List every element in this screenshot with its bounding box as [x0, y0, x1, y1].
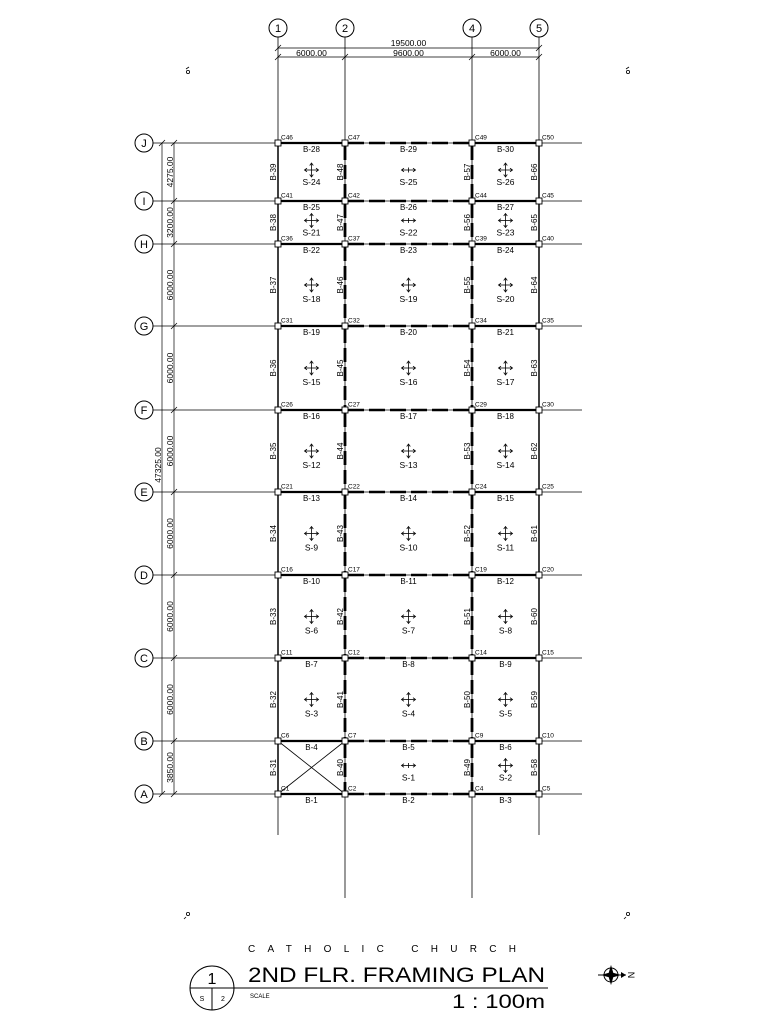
beam-label-B-9: B-9 [499, 660, 512, 669]
beam-label-B-18: B-18 [497, 412, 514, 421]
beam-label-B-58: B-58 [530, 759, 539, 776]
beam-label-B-62: B-62 [530, 442, 539, 460]
left-chain-dimension: 6000.00 [165, 352, 175, 384]
beam-label-B-7: B-7 [305, 660, 318, 669]
grid-label-row-C: C [140, 653, 148, 665]
beam-label-B-60: B-60 [530, 608, 539, 625]
beam-label-B-20: B-20 [400, 328, 417, 337]
column-tag-C11: C11 [281, 649, 293, 657]
beam-label-B-49: B-49 [463, 759, 472, 776]
top-chain-dimension: 9600.00 [393, 48, 424, 58]
beam-label-B-13: B-13 [303, 494, 320, 503]
grid-label-row-B: B [140, 736, 148, 748]
beam-label-B-14: B-14 [400, 494, 417, 503]
beam-label-B-40: B-40 [336, 759, 345, 776]
column-tag-C47: C47 [348, 134, 360, 142]
beam-label-B-57: B-57 [463, 163, 472, 181]
beam-label-B-55: B-55 [463, 276, 472, 294]
beam-label-B-3: B-3 [499, 796, 512, 805]
column-tag-C9: C9 [475, 732, 484, 740]
top-chain-dimension: 6000.00 [296, 48, 327, 58]
column-tag-C24: C24 [475, 483, 487, 491]
sheet-prefix: S [199, 996, 205, 1003]
slab-label-S-2: S-2 [498, 772, 513, 783]
beam-label-B-4: B-4 [305, 743, 318, 752]
beam-label-B-53: B-53 [463, 442, 472, 460]
column-tag-C34: C34 [475, 317, 487, 325]
slab-label-S-15: S-15 [302, 377, 321, 387]
column-tag-C15: C15 [542, 649, 554, 657]
slab-label-S-5: S-5 [498, 708, 513, 719]
slab-label-S-23: S-23 [496, 227, 515, 238]
column-tag-C46: C46 [281, 134, 293, 142]
beam-label-B-5: B-5 [402, 743, 415, 752]
north-label: N [626, 971, 636, 979]
beam-label-B-12: B-12 [497, 577, 514, 586]
slab-label-S-6: S-6 [304, 625, 319, 636]
slab-label-S-8: S-8 [498, 625, 513, 636]
beam-label-B-52: B-52 [463, 525, 472, 542]
slab-label-S-4: S-4 [401, 708, 416, 719]
one-way-slab-icon [402, 763, 416, 768]
left-chain-dimension: 6000.00 [165, 601, 175, 632]
column-tag-C31: C31 [281, 317, 293, 325]
column-tag-C26: C26 [281, 401, 293, 409]
left-overall-dimension: 47325.00 [153, 447, 163, 483]
beam-label-B-17: B-17 [400, 412, 417, 421]
slab-label-S-3: S-3 [304, 708, 319, 719]
slab-label-S-21: S-21 [302, 227, 321, 238]
beam-label-B-23: B-23 [400, 246, 417, 255]
slab-label-S-1: S-1 [401, 772, 416, 783]
column-tag-C39: C39 [475, 235, 487, 243]
column-tag-C20: C20 [542, 566, 554, 574]
beam-label-B-38: B-38 [269, 214, 278, 231]
beam-label-B-61: B-61 [530, 525, 539, 542]
column-tag-C1: C1 [281, 785, 290, 793]
beam-label-B-39: B-39 [269, 163, 278, 181]
beam-label-B-11: B-11 [400, 577, 417, 586]
beam-label-B-19: B-19 [303, 328, 320, 337]
column-tag-C17: C17 [348, 566, 360, 574]
slab-label-S-22: S-22 [399, 227, 418, 238]
beam-label-B-33: B-33 [269, 608, 278, 625]
beam-label-B-10: B-10 [303, 577, 320, 586]
beam-label-B-30: B-30 [497, 145, 514, 154]
column-tag-C49: C49 [475, 134, 487, 142]
project-name: CATHOLIC CHURCH [248, 944, 516, 955]
beam-label-B-42: B-42 [336, 608, 345, 625]
beam-label-B-47: B-47 [336, 214, 345, 231]
beam-label-B-21: B-21 [497, 328, 514, 337]
column-tag-C16: C16 [281, 566, 293, 574]
beam-label-B-8: B-8 [402, 660, 415, 669]
beam-label-B-25: B-25 [303, 203, 320, 212]
beam-label-B-48: B-48 [336, 163, 345, 181]
beam-label-B-50: B-50 [463, 691, 472, 708]
column-tag-C45: C45 [542, 192, 554, 200]
column-tag-C32: C32 [348, 317, 360, 325]
beam-label-B-32: B-32 [269, 691, 278, 708]
beam-label-B-37: B-37 [269, 276, 278, 294]
grid-label-col-4: 4 [468, 23, 476, 35]
column-tag-C14: C14 [475, 649, 487, 657]
sheet-number: 2 [221, 996, 225, 1003]
left-chain-dimension: 6000.00 [165, 435, 175, 467]
column-tag-C7: C7 [348, 732, 357, 740]
beam-label-B-43: B-43 [336, 525, 345, 542]
column-tag-C10: C10 [542, 732, 554, 740]
column-tag-C37: C37 [348, 235, 360, 243]
beam-label-B-16: B-16 [303, 412, 320, 421]
slab-label-S-13: S-13 [399, 460, 418, 470]
beam-label-B-27: B-27 [497, 203, 514, 212]
grid-label-row-E: E [140, 487, 148, 499]
beam-label-B-2: B-2 [402, 796, 415, 805]
beam-label-B-22: B-22 [303, 246, 320, 255]
beam-label-B-51: B-51 [463, 608, 472, 625]
slab-label-S-26: S-26 [496, 177, 515, 187]
beam-label-B-59: B-59 [530, 691, 539, 708]
grid-label-row-F: F [140, 405, 148, 417]
drawing-number: 1 [207, 971, 217, 988]
beam-label-B-63: B-63 [530, 359, 539, 377]
beam-label-B-28: B-28 [303, 145, 320, 154]
column-tag-C21: C21 [281, 483, 293, 491]
column-tag-C22: C22 [348, 483, 360, 491]
beam-label-B-24: B-24 [497, 246, 514, 255]
column-tag-C40: C40 [542, 235, 554, 243]
beam-label-B-6: B-6 [499, 743, 512, 752]
one-way-slab-icon [402, 218, 416, 223]
grid-label-row-A: A [140, 789, 148, 801]
slab-label-S-14: S-14 [496, 460, 515, 470]
slab-label-S-12: S-12 [302, 460, 321, 470]
grid-label-row-G: G [139, 321, 149, 333]
slab-label-S-20: S-20 [496, 294, 515, 304]
column-tag-C4: C4 [475, 785, 484, 793]
column-tag-C6: C6 [281, 732, 290, 740]
beam-label-B-26: B-26 [400, 203, 417, 212]
grid-label-row-J: J [141, 138, 147, 150]
slab-label-S-16: S-16 [399, 377, 418, 387]
left-chain-dimension: 6000.00 [165, 269, 175, 301]
slab-label-S-7: S-7 [401, 625, 416, 636]
grid-label-row-I: I [142, 196, 146, 208]
column-tag-C42: C42 [348, 192, 360, 200]
column-tag-C41: C41 [281, 192, 293, 200]
beam-label-B-56: B-56 [463, 214, 472, 231]
grid-label-row-D: D [140, 570, 148, 582]
grid-label-col-2: 2 [341, 23, 349, 35]
scale-label: SCALE [250, 994, 270, 1000]
left-chain-dimension: 4275.00 [165, 156, 175, 188]
column-tag-C12: C12 [348, 649, 360, 657]
grid-label-row-H: H [140, 239, 148, 251]
beam-label-B-41: B-41 [336, 691, 345, 708]
slab-label-S-18: S-18 [302, 294, 321, 304]
scale-value: 1 : 100m [452, 992, 545, 1013]
top-overall-dimension: 19500.00 [390, 38, 427, 48]
column-tag-C30: C30 [542, 401, 554, 409]
column-tag-C44: C44 [475, 192, 487, 200]
slab-label-S-10: S-10 [399, 542, 418, 553]
beam-label-B-31: B-31 [269, 759, 278, 776]
beam-label-B-44: B-44 [336, 442, 345, 460]
grid-label-col-5: 5 [535, 23, 543, 35]
column-tag-C2: C2 [348, 785, 357, 793]
left-chain-dimension: 3200.00 [165, 207, 175, 238]
beam-label-B-46: B-46 [336, 276, 345, 294]
left-chain-dimension: 6000.00 [165, 684, 175, 715]
slab-label-S-24: S-24 [302, 177, 321, 187]
beam-label-B-45: B-45 [336, 359, 345, 377]
column-tag-C36: C36 [281, 235, 293, 243]
slab-label-S-11: S-11 [496, 542, 515, 553]
column-tag-C50: C50 [542, 134, 554, 142]
top-chain-dimension: 6000.00 [490, 48, 521, 58]
column-tag-C27: C27 [348, 401, 360, 409]
beam-label-B-66: B-66 [530, 163, 539, 181]
beam-label-B-35: B-35 [269, 442, 278, 460]
beam-label-B-34: B-34 [269, 525, 278, 542]
beam-label-B-1: B-1 [305, 796, 318, 805]
beam-label-B-15: B-15 [497, 494, 514, 503]
beam-label-B-64: B-64 [530, 276, 539, 294]
drawing-title: 2ND FLR. FRAMING PLAN [248, 964, 545, 987]
slab-label-S-9: S-9 [304, 542, 319, 553]
column-tag-C35: C35 [542, 317, 554, 325]
grid-label-col-1: 1 [274, 23, 282, 35]
beam-label-B-29: B-29 [400, 145, 417, 154]
beam-label-B-36: B-36 [269, 359, 278, 377]
slab-label-S-25: S-25 [399, 177, 418, 187]
beam-label-B-65: B-65 [530, 214, 539, 231]
column-tag-C19: C19 [475, 566, 487, 574]
slab-label-S-19: S-19 [399, 294, 418, 304]
one-way-slab-icon [402, 168, 416, 173]
slab-label-S-17: S-17 [496, 377, 515, 387]
column-tag-C5: C5 [542, 785, 551, 793]
left-chain-dimension: 3850.00 [165, 752, 175, 783]
column-tag-C25: C25 [542, 483, 554, 491]
left-chain-dimension: 6000.00 [165, 518, 175, 549]
beam-label-B-54: B-54 [463, 359, 472, 377]
column-tag-C29: C29 [475, 401, 487, 409]
